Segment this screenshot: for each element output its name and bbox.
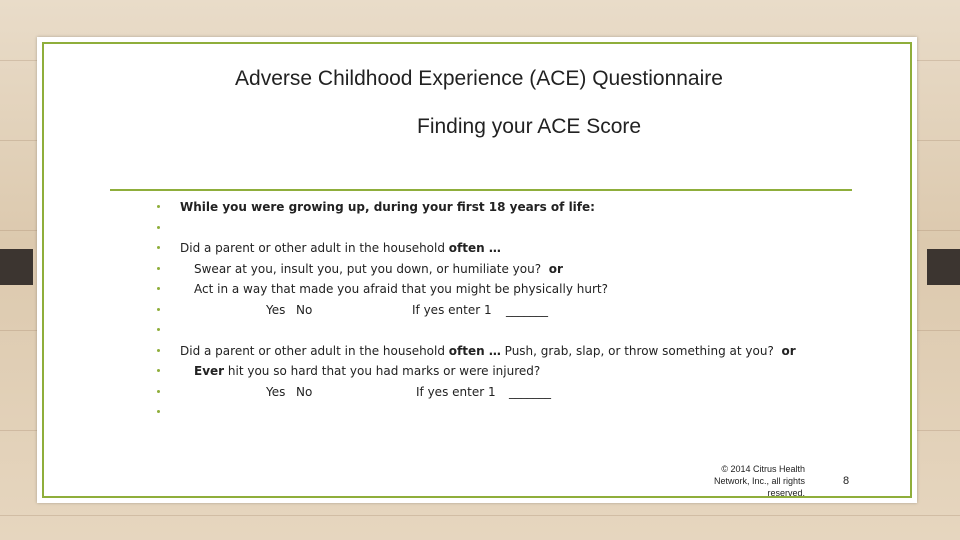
q2-line1 (194, 363, 540, 379)
q2-lead-text: Did a parent or other adult in the household (180, 344, 449, 358)
q1-often: often … (448, 241, 501, 255)
bullet-icon (157, 287, 160, 290)
q2-score-blank[interactable]: _______ (509, 385, 551, 399)
bullet-icon (157, 410, 160, 413)
q2-ever: Ever (194, 364, 225, 378)
bullet-icon (157, 349, 160, 352)
footer-line-2: Network, Inc., all rights (713, 476, 805, 486)
q1-no: No (296, 303, 313, 317)
list-item (37, 220, 917, 240)
list-item (37, 404, 917, 424)
list-item (37, 281, 917, 301)
divider-rule (110, 189, 852, 191)
q2-no: No (296, 385, 313, 399)
q2-lead (180, 343, 796, 359)
q1-if-yes: If yes enter 1 (412, 303, 492, 317)
bullet-icon (157, 328, 160, 331)
q2-if-yes: If yes enter 1 (416, 385, 496, 399)
bullet-icon (157, 308, 160, 311)
footer-line-1: © 2014 Citrus Health (721, 464, 805, 474)
list-item (37, 261, 917, 281)
footer-line-3: reserved. (767, 488, 805, 498)
q2-lead-rest: Push, grab, slap, or throw something at you? (500, 344, 774, 358)
slide-subtitle: Finding your ACE Score (417, 115, 642, 138)
q2-or: or (781, 344, 796, 358)
page-number: 8 (843, 475, 850, 487)
q2-yes: Yes (266, 385, 286, 399)
list-item (37, 322, 917, 342)
slide (37, 37, 917, 503)
q1-line2: Act in a way that made you afraid that you might be physically hurt? (194, 282, 608, 296)
right-edge-tab (927, 249, 960, 285)
intro-text: While you were growing up, during your first 18 years of life: (180, 200, 595, 214)
left-edge-tab (0, 249, 33, 285)
list-item (37, 240, 917, 260)
q2-often: often … (448, 344, 501, 358)
bullet-icon (157, 205, 160, 208)
list-item (37, 343, 917, 363)
q1-line1-text: Swear at you, insult you, put you down, or humiliate you? (194, 262, 542, 276)
q1-or: or (548, 262, 563, 276)
q1-lead-text: Did a parent or other adult in the household (180, 241, 449, 255)
bullet-icon (157, 267, 160, 270)
list-item (37, 302, 917, 322)
list-item (37, 199, 917, 219)
q2-line1-text: hit you so hard that you had marks or were injured? (224, 364, 541, 378)
q1-line1 (194, 261, 563, 277)
bullet-icon (157, 226, 160, 229)
copyright-footer (687, 463, 805, 499)
list-item (37, 363, 917, 383)
bullet-icon (157, 390, 160, 393)
list-item (37, 384, 917, 404)
q1-yes: Yes (266, 303, 286, 317)
bullet-icon (157, 246, 160, 249)
q1-score-blank[interactable]: _______ (506, 303, 548, 317)
bullet-icon (157, 369, 160, 372)
slide-title: Adverse Childhood Experience (ACE) Questionnaire (235, 67, 723, 90)
q1-lead (180, 240, 501, 256)
